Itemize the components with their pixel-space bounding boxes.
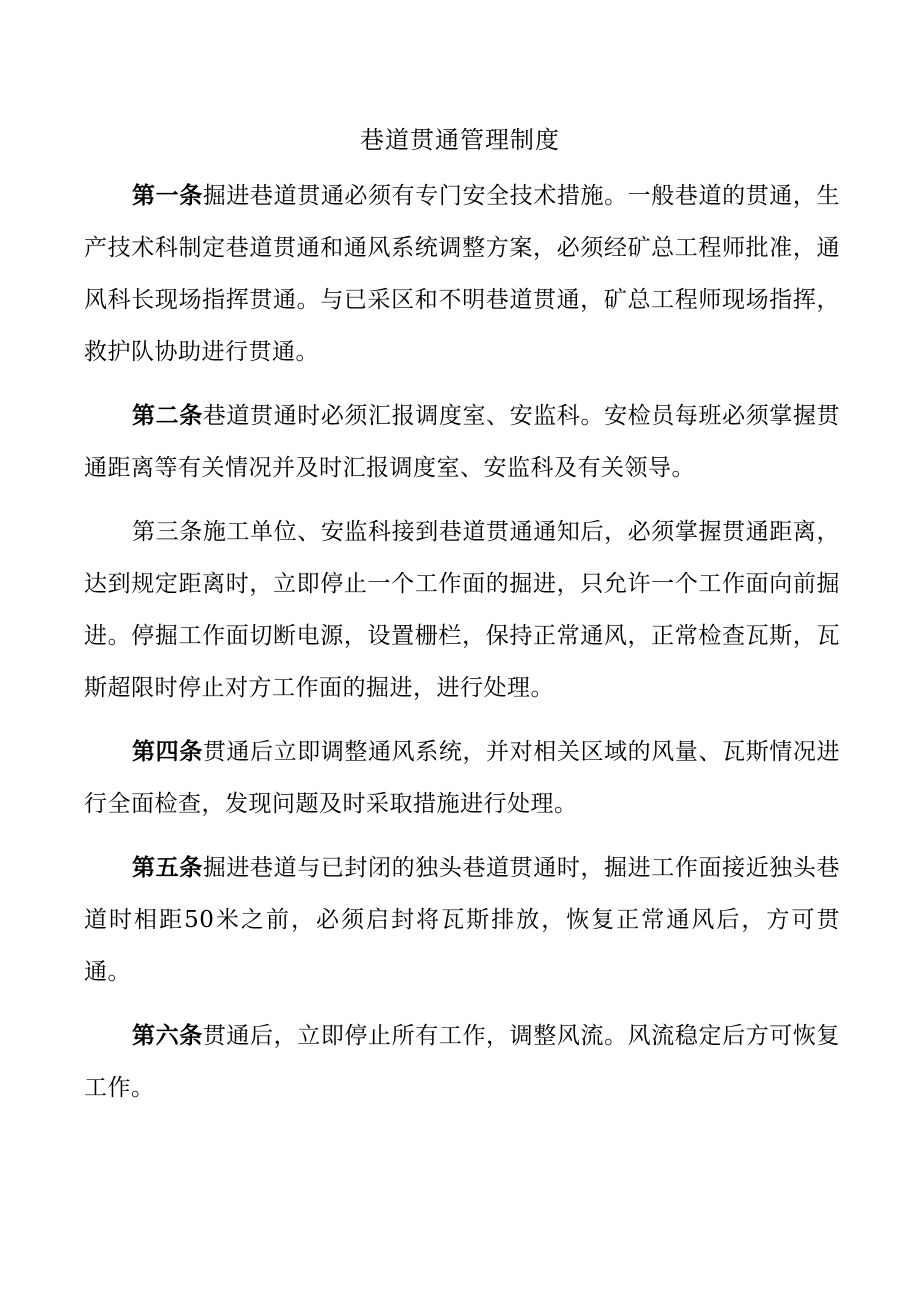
article-2-text: 巷道贯通时必须汇报调度室、安监科。安检员每班必须掌握贯通距离等有关情况并及时汇报调度室、安监科及有关领导。 [84,403,841,481]
article-3-text: 施工单位、安监科接到巷道贯通通知后，必须掌握贯通距离，达到规定距离时，立即停止一个工作面的掘进，只允许一个工作面向前掘进。停掘工作面切断电源，设置栅栏，保持正常通风，正常检查瓦斯，瓦斯超限时停止对方工作面的掘进，进行处理。 [84,519,841,701]
article-1 [84,170,840,378]
article-1-label: 第一条 [132,182,203,209]
article-6-text: 贯通后，立即停止所有工作，调整风流。风流稳定后方可恢复工作。 [84,1023,841,1101]
article-1-text: 掘进巷道贯通必须有专门安全技术措施。一般巷道的贯通，生产技术科制定巷道贯通和通风系统调整方案，必须经矿总工程师批准，通风科长现场指挥贯通。与已采区和不明巷道贯通，矿总工程师现场指挥，救护队协助进行贯通。 [84,183,841,365]
article-2 [84,390,840,494]
article-5 [84,842,840,998]
document-title: 巷道贯通管理制度 [360,126,560,154]
article-3-label: 第三条 [132,519,203,545]
article-6-label: 第六条 [132,1022,203,1049]
article-5-text: 掘进巷道与已封闭的独头巷道贯通时，掘进工作面接近独头巷道时相距50米之前，必须启封将瓦斯排放，恢复正常通风后，方可贯通。 [84,855,841,985]
article-6 [84,1010,840,1114]
document-body [84,170,840,1126]
article-2-label: 第二条 [132,402,203,429]
article-4 [84,726,840,830]
article-5-label: 第五条 [132,854,203,881]
article-4-text: 贯通后立即调整通风系统，并对相关区域的风量、瓦斯情况进行全面检查，发现问题及时采取措施进行处理。 [84,739,841,817]
article-3 [84,506,840,714]
article-4-label: 第四条 [132,738,203,765]
